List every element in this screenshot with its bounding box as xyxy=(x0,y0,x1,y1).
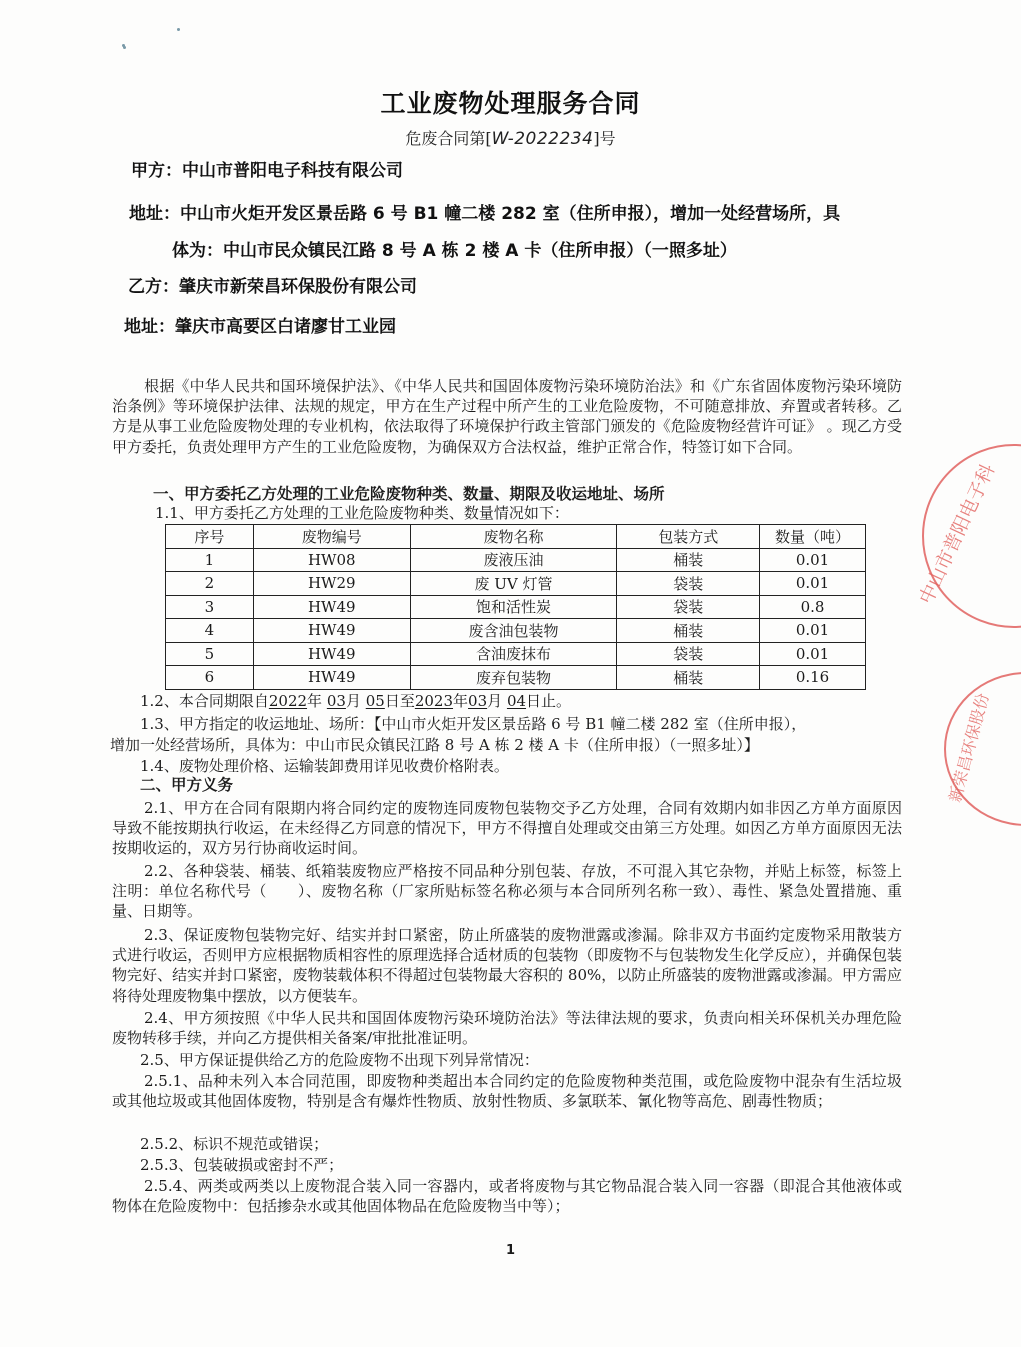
end-day: 04 xyxy=(506,692,527,710)
table-row xyxy=(166,619,866,643)
preamble xyxy=(112,376,902,457)
company-seal-lower-text: 新荣昌环保股份 xyxy=(945,691,993,805)
cell-serial: 2 xyxy=(166,572,254,596)
cell-waste-code: HW08 xyxy=(253,548,410,572)
table-header-row xyxy=(166,525,866,549)
contract-number-prefix: 危废合同第[ xyxy=(405,129,492,148)
cell-waste-name: 废 UV 灯管 xyxy=(410,572,617,596)
scan-speck xyxy=(177,28,180,31)
cell-quantity: 0.8 xyxy=(760,595,866,619)
day-word-end: 日止。 xyxy=(526,692,572,710)
clause-2-1-text: 2.1、甲方在合同有限期内将合同约定的废物连同废物包装物交予乙方处理，合同有效期内如非因乙方单方面原因导致不能按期执行收运，在未经得乙方同意的情况下，甲方不得擅自处理或交由第三方处理。如因乙方单方面原因无法按期收运的，双方另行协商收运时间。 xyxy=(112,799,902,858)
cell-packaging: 袋装 xyxy=(617,642,760,666)
party-a-address-line1: 中山市火炬开发区景岳路 6 号 B1 幢二楼 282 室（住所申报），增加一处经营场所，具 xyxy=(180,204,841,224)
clause-1-1: 1.1、甲方委托乙方处理的工业危险废物种类、数量情况如下： xyxy=(155,504,569,522)
clause-2-5: 2.5、甲方保证提供给乙方的危险废物不出现下列异常情况： xyxy=(140,1051,539,1069)
cell-packaging: 桶装 xyxy=(617,666,760,690)
page-number: 1 xyxy=(505,1243,516,1258)
start-year: 2022 xyxy=(268,692,308,710)
cell-waste-name: 废液压油 xyxy=(410,548,617,572)
document-title: 工业废物处理服务合同 xyxy=(380,89,641,118)
clause-2-5-4-text: 2.5.4、两类或两类以上废物混合装入同一容器内，或者将废物与其它物品混合装入同一容器（即混合其他液体或物体在危险废物中：包括掺杂水或其他固体物品在危险废物当中等）； xyxy=(112,1177,902,1216)
cell-waste-name: 废含油包装物 xyxy=(410,619,617,643)
party-a-address xyxy=(129,199,840,224)
end-month: 03 xyxy=(468,692,488,710)
cell-packaging: 袋装 xyxy=(617,572,760,596)
clause-2-1 xyxy=(112,798,902,859)
clause-2-3 xyxy=(112,925,902,1006)
party-b-label: 乙方： xyxy=(128,277,179,297)
year-word: 年 xyxy=(307,692,323,710)
table-row xyxy=(166,572,866,596)
party-a-address-line2: 体为：中山市民众镇民江路 8 号 A 栋 2 楼 A 卡（住所申报）（一照多址） xyxy=(172,241,737,261)
clause-2-5-3: 2.5.3、包装破损或密封不严； xyxy=(140,1156,344,1174)
day-word-to: 日至 xyxy=(384,692,415,710)
clause-2-5-1-text: 2.5.1、品种未列入本合同范围，即废物种类超出本合同约定的危险废物种类范围，或危险废物中混杂有生活垃圾或其他垃圾或其他固体废物，特别是含有爆炸性物质、放射性物质、多氯联苯、氰化物等高危、剧毒性物质； xyxy=(112,1072,902,1111)
party-b xyxy=(128,272,417,297)
cell-packaging: 袋装 xyxy=(617,595,760,619)
party-b-address-label: 地址： xyxy=(124,317,175,337)
party-a-label: 甲方： xyxy=(131,161,182,181)
month-word: 月 xyxy=(345,692,361,710)
cell-serial: 4 xyxy=(166,619,254,643)
start-month: 03 xyxy=(326,692,346,710)
cell-packaging: 桶装 xyxy=(617,619,760,643)
cell-serial: 3 xyxy=(166,595,254,619)
header-quantity: 数量（吨） xyxy=(760,525,866,549)
cell-waste-name: 废弃包装物 xyxy=(410,666,617,690)
section-1-heading: 一、甲方委托乙方处理的工业危险废物种类、数量、期限及收运地址、场所 xyxy=(153,485,665,503)
clause-1-3-line2: 增加一处经营场所，具体为：中山市民众镇民江路 8 号 A 栋 2 楼 A 卡（住所申报）（一照多址）】 xyxy=(110,736,759,754)
table-row xyxy=(166,595,866,619)
cell-waste-code: HW29 xyxy=(253,572,410,596)
cell-packaging: 桶装 xyxy=(617,548,760,572)
cell-quantity: 0.01 xyxy=(760,572,866,596)
header-packaging: 包装方式 xyxy=(617,525,760,549)
cell-waste-code: HW49 xyxy=(253,642,410,666)
waste-table xyxy=(165,524,866,690)
party-b-address-value: 肇庆市高要区白诸廖甘工业园 xyxy=(175,317,396,337)
cell-serial: 5 xyxy=(166,642,254,666)
party-b-address xyxy=(124,312,396,337)
clause-2-5-2: 2.5.2、标识不规范或错误； xyxy=(140,1135,329,1153)
clause-1-2-prefix: 1.2、本合同期限自 xyxy=(140,692,269,710)
month-word: 月 xyxy=(487,692,503,710)
table-row xyxy=(166,548,866,572)
scan-speck xyxy=(123,46,126,49)
contract-number-suffix: ]号 xyxy=(593,129,616,148)
contract-number xyxy=(0,126,1021,149)
year-word: 年 xyxy=(453,692,469,710)
cell-quantity: 0.16 xyxy=(760,666,866,690)
party-a xyxy=(131,156,403,181)
party-b-name: 肇庆市新荣昌环保股份有限公司 xyxy=(179,277,417,297)
clause-2-2-text: 2.2、各种袋装、桶装、纸箱装废物应严格按不同品种分别包装、存放，不可混入其它杂物，并贴上标签，标签上注明：单位名称代号（ ）、废物名称（厂家所贴标签名称必须与本合同所列名称一致）、毒性、紧急处置措施、重量、日期等。 xyxy=(112,862,902,921)
cell-waste-code: HW49 xyxy=(253,666,410,690)
clause-2-2 xyxy=(112,861,902,922)
clause-2-4 xyxy=(112,1008,902,1048)
cell-quantity: 0.01 xyxy=(760,619,866,643)
party-a-name: 中山市普阳电子科技有限公司 xyxy=(182,161,403,181)
cell-quantity: 0.01 xyxy=(760,642,866,666)
clause-2-5-1 xyxy=(112,1071,902,1111)
start-day: 05 xyxy=(365,692,385,710)
header-waste-name: 废物名称 xyxy=(410,525,617,549)
clause-2-3-text: 2.3、保证废物包装物完好、结实并封口紧密，防止所盛装的废物泄露或渗漏。除非双方书面约定废物采用散装方式进行收运，否则甲方应根据物质相容性的原理选择合适材质的包装物（即废物不与包装物发生化学反应），并确保包装物完好、结实并封口紧密，废物装载体积不得超过包装物最大容积的 80%，以防止所盛装的废物泄露或渗漏。甲方需应将待处理废物集中摆放，以方便装车。 xyxy=(112,926,902,1005)
end-year: 2023 xyxy=(414,692,454,710)
table-row xyxy=(166,642,866,666)
clause-1-4: 1.4、废物处理价格、运输装卸费用详见收费价格附表。 xyxy=(140,757,509,775)
preamble-text: 根据《中华人民共和国环境保护法》、《中华人民共和国固体废物污染环境防治法》和《广东省固体废物污染环境防治条例》等环境保护法律、法规的规定，甲方在生产过程中所产生的工业危险废物，不可随意排放、弃置或者转移。乙方是从事工业危险废物处理的专业机构，依法取得了环境保护行政主管部门颁发的《危险废物经营许可证》 。现乙方受甲方委托，负责处理甲方产生的工业危险废物，为确保双方合法权益，维护正常合作，特签订如下合同。 xyxy=(112,377,902,456)
contract-number-handwritten: W-2022234 xyxy=(491,129,594,149)
party-a-address-cont xyxy=(172,236,737,261)
cell-waste-code: HW49 xyxy=(253,619,410,643)
cell-waste-code: HW49 xyxy=(253,595,410,619)
clause-2-4-text: 2.4、甲方须按照《中华人民共和国固体废物污染环境防治法》等法律法规的要求，负责向相关环保机关办理危险废物转移手续，并向乙方提供相关备案/审批批准证明。 xyxy=(112,1009,902,1048)
cell-waste-name: 饱和活性炭 xyxy=(410,595,617,619)
header-waste-code: 废物编号 xyxy=(253,525,410,549)
cell-waste-name: 含油废抹布 xyxy=(410,642,617,666)
cell-quantity: 0.01 xyxy=(760,548,866,572)
section-2-heading: 二、甲方义务 xyxy=(140,776,234,794)
clause-1-3-line1: 1.3、甲方指定的收运地址、场所：【中山市火炬开发区景岳路 6 号 B1 幢二楼 282 室（住所申报）， xyxy=(140,715,807,733)
header-serial: 序号 xyxy=(166,525,254,549)
party-a-address-label: 地址： xyxy=(129,204,180,224)
table-row xyxy=(166,666,866,690)
cell-serial: 6 xyxy=(166,666,254,690)
cell-serial: 1 xyxy=(166,548,254,572)
clause-2-5-4 xyxy=(112,1176,902,1216)
clause-1-2 xyxy=(140,691,571,711)
company-seal-upper-text: 中山市普阳电子科 xyxy=(915,460,1000,608)
